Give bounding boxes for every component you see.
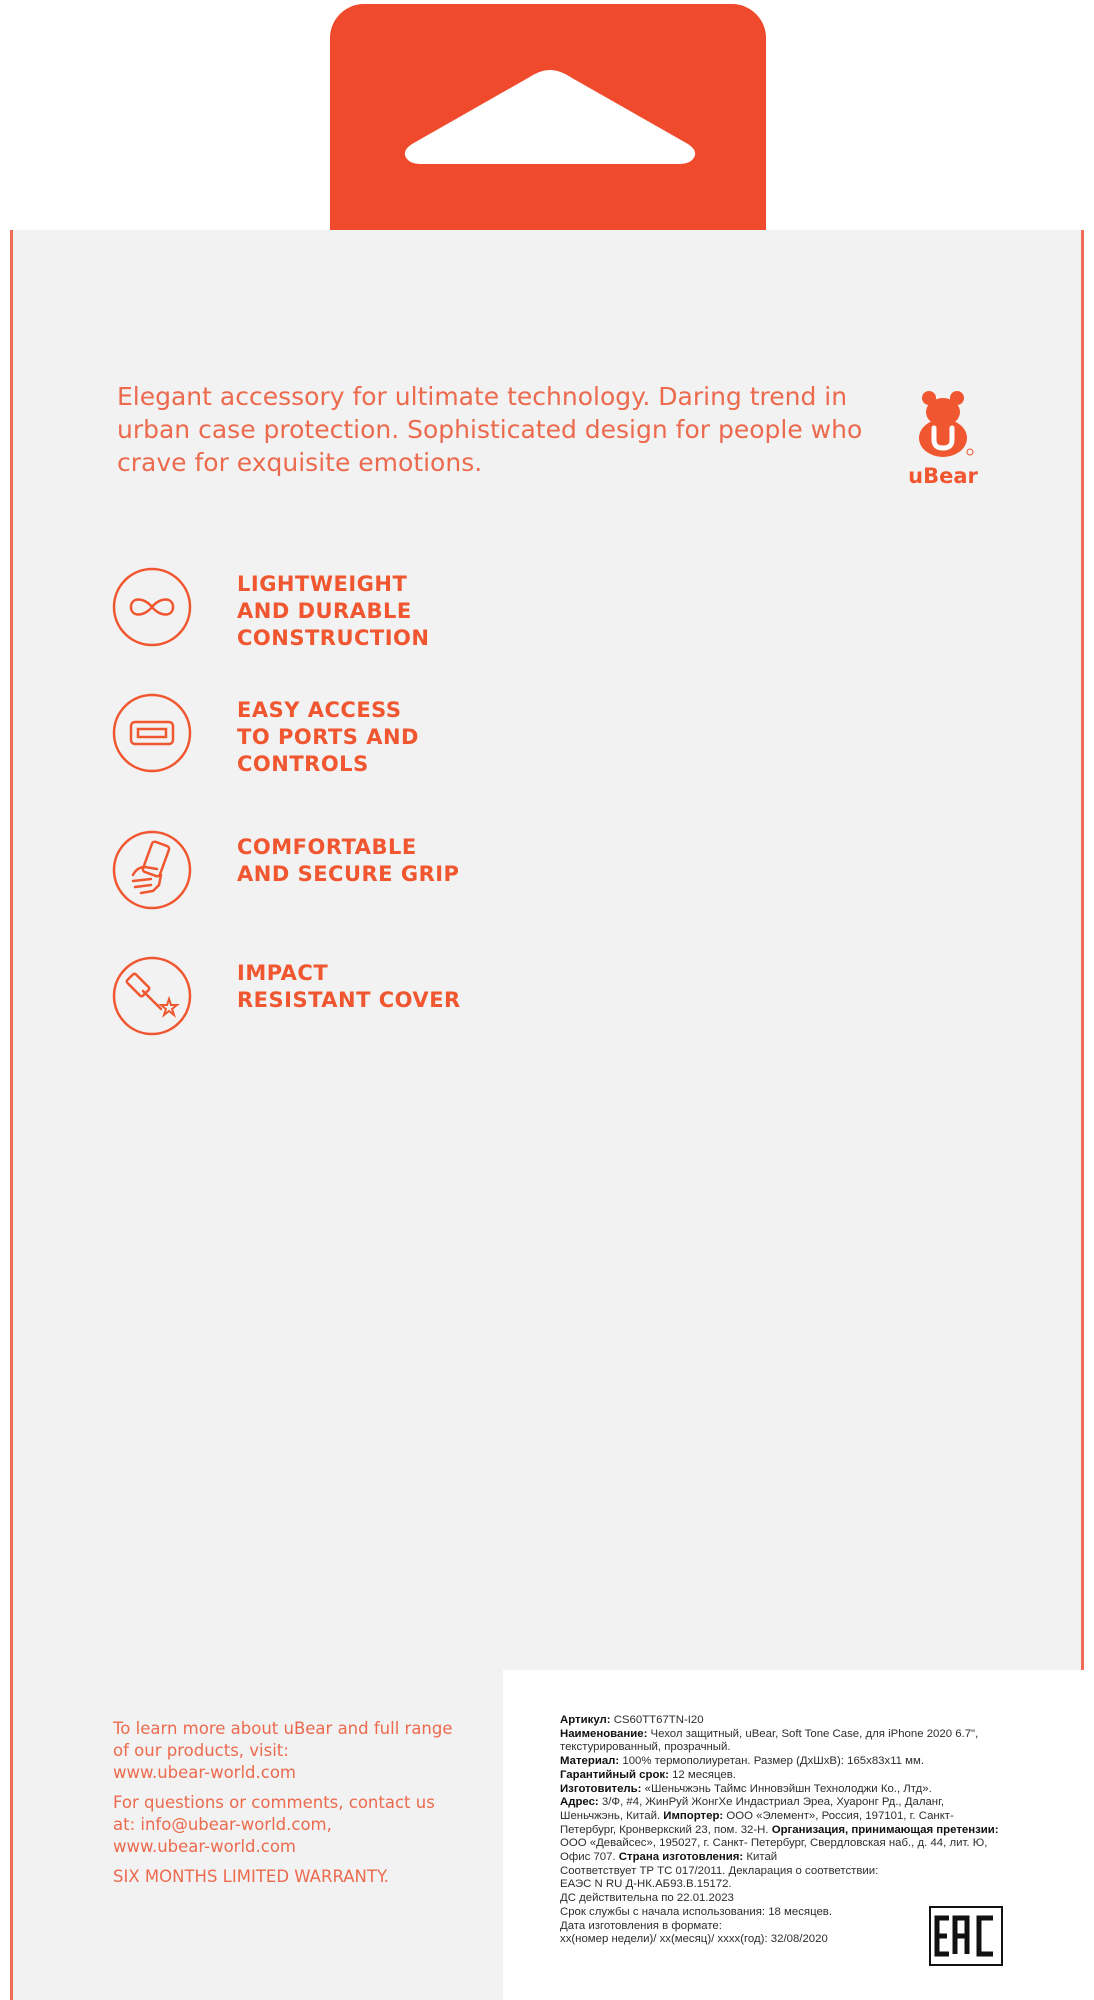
claims-value: ООО «Девайсес», 195027, г. Санкт- Петербург, Свердловская наб., д. 44, лит. Ю, Офис 707.	[560, 1837, 988, 1864]
feature-label: COMFORTABLE AND SECURE GRIP	[237, 835, 460, 886]
hang-tab	[330, 4, 766, 236]
port-icon	[111, 692, 193, 774]
feature-impact	[111, 955, 811, 1045]
feature-grip	[111, 829, 811, 919]
package-back	[10, 230, 1084, 2000]
warranty-text: SIX MONTHS LIMITED WARRANTY.	[113, 1867, 389, 1886]
date-format-line: Дата изготовления в формате:	[560, 1919, 722, 1932]
warranty-value: 12 месяцев.	[672, 1768, 736, 1781]
article-value: CS60TT67TN-I20	[613, 1714, 704, 1726]
material-value: 100% термополиуретан. Размер (ДхШхВ): 165x83x11 мм.	[622, 1755, 925, 1768]
hammer-star-icon	[111, 955, 193, 1037]
spec-label	[503, 1670, 1087, 2000]
eac-mark-icon	[929, 1906, 1003, 1966]
feature-label: EASY ACCESS TO PORTS AND CONTROLS	[237, 698, 419, 776]
maker-value: «Шеньчжэнь Таймс Инновэйшн Технолоджи Ко., Лтд».	[644, 1782, 932, 1795]
intro-text: Elegant accessory for ultimate technology. Daring trend in urban case protection. Sophisticated design for people who crave for exquisite emotions.	[117, 382, 863, 477]
maker-key: Изготовитель:	[560, 1782, 642, 1795]
date-line: хх(номер недели)/ хх(месяц)/ хххх(год): 32/08/2020	[560, 1933, 828, 1946]
logo-wordmark: uBear	[908, 464, 978, 488]
infinity-icon	[111, 566, 193, 648]
article-key: Артикул:	[560, 1714, 611, 1726]
material-key: Материал:	[560, 1755, 620, 1768]
name-value: Чехол защитный, uBear, Soft Tone Case, для iPhone 2020 6.7", текстурированный, прозрачный.	[560, 1727, 979, 1754]
feature-ports	[111, 692, 811, 782]
importer-value: ООО «Элемент», Россия, 197101, г. Санкт-Петербург, Кронверкский 23, пом. 32-Н.	[560, 1809, 954, 1836]
importer-key: Импортер:	[663, 1809, 724, 1822]
hang-hole	[400, 66, 700, 166]
valid-line: ДС действительна по 22.01.2023	[560, 1892, 734, 1905]
feature-lightweight	[111, 566, 811, 656]
country-key: Страна изготовления:	[618, 1851, 744, 1864]
address-key: Адрес:	[560, 1796, 599, 1809]
hand-phone-icon	[111, 829, 193, 911]
name-key: Наименование:	[560, 1727, 648, 1740]
feature-label: IMPACT RESISTANT COVER	[237, 961, 461, 1012]
questions-text: For questions or comments, contact us at: info@ubear-world.com, www.ubear-world.com	[113, 1793, 435, 1856]
learn-more-text: To learn more about uBear and full range of our products, visit: www.ubear-world.com	[113, 1719, 453, 1782]
claims-key: Организация, принимающая претензии:	[771, 1823, 999, 1836]
eaes-line: ЕАЭС N RU Д-НК.АБ93.В.15172.	[560, 1878, 732, 1891]
address-value: 3/Ф, #4, ЖинРуй ЖонгХе Индастриал Эреа, Хуаронг Рд., Даланг, Шеньчжэнь, Китай.	[560, 1796, 945, 1822]
service-line: Срок службы с начала использования: 18 месяцев.	[560, 1905, 833, 1918]
bear-icon	[912, 388, 974, 458]
conformity-line: Соответствует ТР ТС 017/2011. Декларация о соответствии:	[560, 1864, 879, 1877]
ubear-logo	[893, 388, 993, 488]
feature-label: LIGHTWEIGHT AND DURABLE CONSTRUCTION	[237, 572, 430, 650]
warranty-key: Гарантийный срок:	[560, 1768, 669, 1781]
contact-info	[113, 1718, 513, 1896]
country-value: Китай	[746, 1851, 778, 1864]
